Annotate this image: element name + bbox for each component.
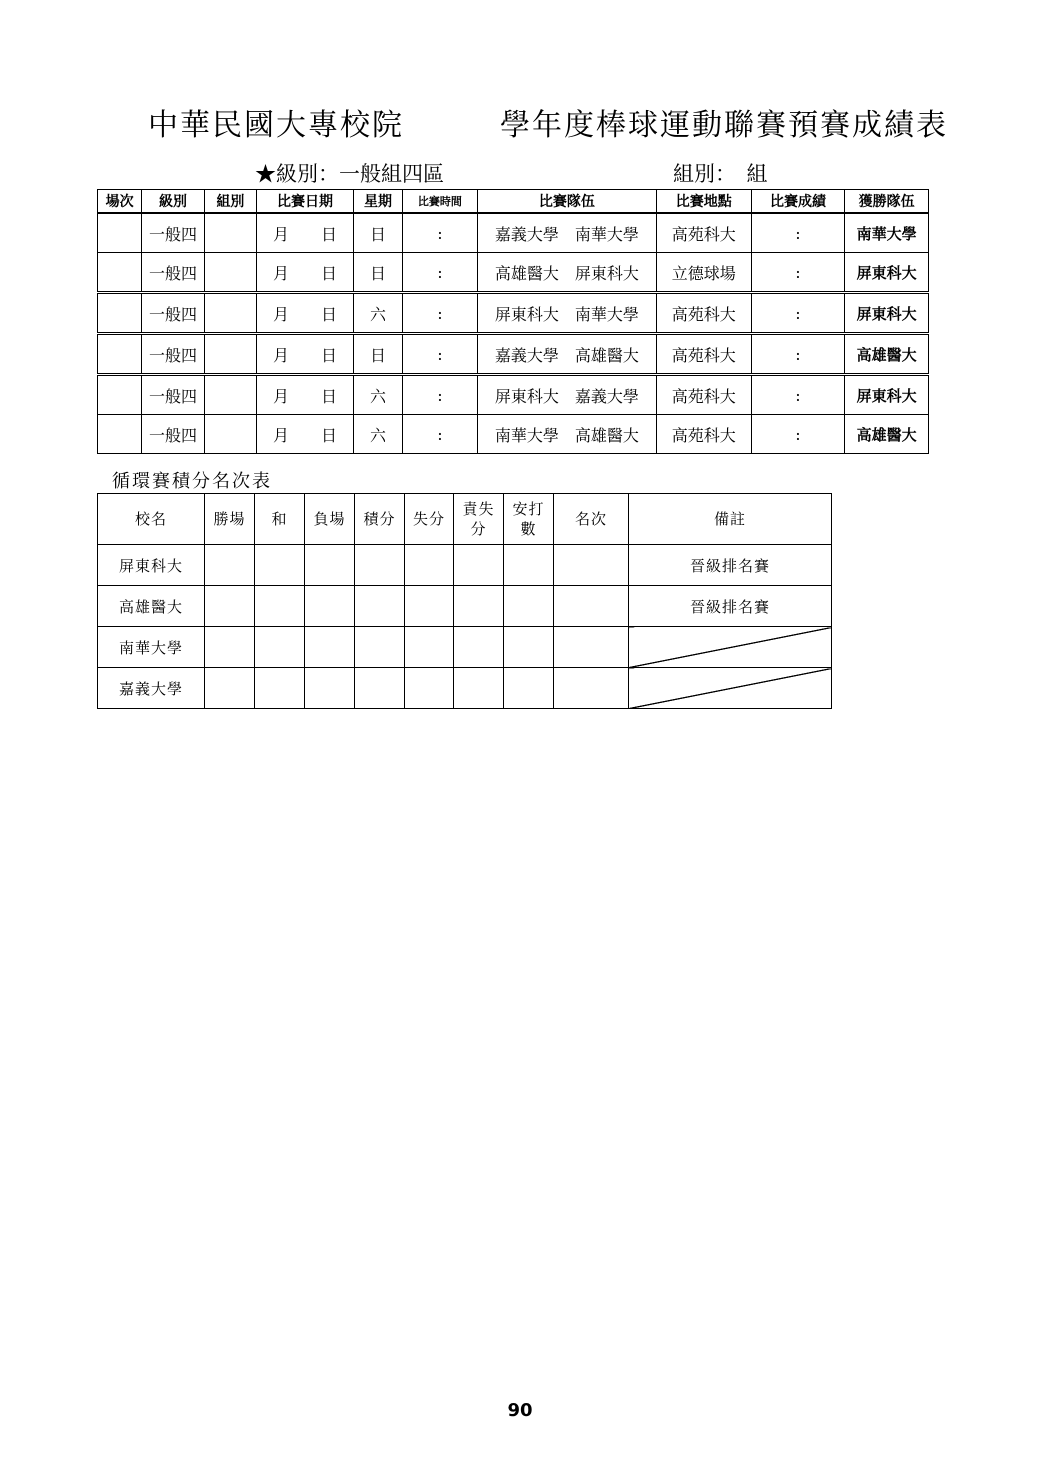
header-rank: 名次 [554, 494, 629, 545]
losses-cell [305, 627, 355, 668]
game-no [98, 213, 142, 253]
weekday: 日 [353, 213, 402, 253]
school-name: 南華大學 [98, 627, 205, 668]
score: : [751, 253, 845, 293]
school-name: 高雄醫大 [98, 586, 205, 627]
header-venue: 比賽地點 [656, 190, 751, 214]
header-wins: 勝場 [205, 494, 255, 545]
group [204, 213, 256, 253]
date: 月 日 [257, 415, 354, 454]
winner: 屏東科大 [845, 375, 929, 415]
game-no [98, 334, 142, 375]
date: 月 日 [257, 253, 354, 293]
schedule-header-row [98, 190, 929, 214]
header-runs-allowed: 失分 [405, 494, 454, 545]
rank-cell [554, 586, 629, 627]
schedule-table [97, 189, 929, 454]
time: : [403, 415, 478, 454]
time: : [403, 253, 478, 293]
header-group: 組別 [204, 190, 256, 214]
teams: 屏東科大 南華大學 [477, 293, 656, 334]
runs-allowed-cell [405, 586, 454, 627]
header-points: 積分 [355, 494, 405, 545]
round-robin-label: 循環賽積分名次表 [112, 471, 272, 492]
venue: 高苑科大 [656, 213, 751, 253]
earned-runs-cell [454, 668, 504, 709]
date: 月 日 [257, 213, 354, 253]
game-no [98, 415, 142, 454]
wins-cell [205, 668, 255, 709]
table-row [98, 668, 832, 709]
ranking-header-row [98, 494, 832, 545]
runs-allowed-cell [405, 627, 454, 668]
hits-cell [504, 545, 554, 586]
group-label: 組別： 組 [673, 162, 768, 186]
header-score: 比賽成績 [751, 190, 845, 214]
division-label: ★級別：一般組四區 [255, 162, 444, 186]
header-hits [504, 494, 554, 545]
table-row [98, 253, 929, 293]
weekday: 日 [353, 253, 402, 293]
time: : [403, 334, 478, 375]
rank-cell [554, 627, 629, 668]
teams: 嘉義大學 高雄醫大 [477, 334, 656, 375]
date: 月 日 [257, 293, 354, 334]
rank-cell [554, 668, 629, 709]
venue: 高苑科大 [656, 293, 751, 334]
table-row [98, 415, 929, 454]
table-row [98, 545, 832, 586]
losses-cell [305, 668, 355, 709]
losses-cell [305, 545, 355, 586]
teams: 屏東科大 嘉義大學 [477, 375, 656, 415]
header-remarks: 備註 [629, 494, 832, 545]
score: : [751, 415, 845, 454]
draws-cell [255, 668, 305, 709]
runs-allowed-cell [405, 668, 454, 709]
header-weekday: 星期 [353, 190, 402, 214]
score: : [751, 375, 845, 415]
page-title: 中華民國大專校院 學年度棒球運動聯賽預賽成績表 [148, 108, 948, 143]
level: 一般四 [142, 334, 204, 375]
hits-cell [504, 668, 554, 709]
venue: 立德球場 [656, 253, 751, 293]
header-school: 校名 [98, 494, 205, 545]
draws-cell [255, 586, 305, 627]
time: : [403, 293, 478, 334]
time: : [403, 213, 478, 253]
venue: 高苑科大 [656, 375, 751, 415]
points-cell [355, 586, 405, 627]
remarks-cell: 晉級排名賽 [629, 586, 832, 627]
date: 月 日 [257, 334, 354, 375]
ranking-table [97, 493, 832, 709]
score: : [751, 334, 845, 375]
group [204, 253, 256, 293]
score: : [751, 293, 845, 334]
header-hits-line1: 安打 [512, 500, 545, 518]
hits-cell [504, 627, 554, 668]
earned-runs-cell [454, 586, 504, 627]
runs-allowed-cell [405, 545, 454, 586]
wins-cell [205, 627, 255, 668]
weekday: 六 [353, 293, 402, 334]
header-game-no: 場次 [98, 190, 142, 214]
header-losses: 負場 [305, 494, 355, 545]
group [204, 293, 256, 334]
table-row [98, 375, 929, 415]
winner: 屏東科大 [845, 293, 929, 334]
table-row [98, 334, 929, 375]
header-earned-runs [454, 494, 504, 545]
points-cell [355, 545, 405, 586]
group [204, 334, 256, 375]
venue: 高苑科大 [656, 415, 751, 454]
losses-cell [305, 586, 355, 627]
earned-runs-cell [454, 627, 504, 668]
teams: 南華大學 高雄醫大 [477, 415, 656, 454]
venue: 高苑科大 [656, 334, 751, 375]
header-draws: 和 [255, 494, 305, 545]
school-name: 屏東科大 [98, 545, 205, 586]
header-hits-line2: 數 [520, 520, 537, 538]
time: : [403, 375, 478, 415]
table-row [98, 586, 832, 627]
header-earned-runs-line1: 責失 [462, 500, 495, 518]
draws-cell [255, 627, 305, 668]
teams: 嘉義大學 南華大學 [477, 213, 656, 253]
header-date: 比賽日期 [257, 190, 354, 214]
wins-cell [205, 545, 255, 586]
game-no [98, 293, 142, 334]
header-time: 比賽時間 [403, 190, 478, 214]
level: 一般四 [142, 375, 204, 415]
winner: 高雄醫大 [845, 415, 929, 454]
game-no [98, 375, 142, 415]
table-row [98, 627, 832, 668]
teams: 高雄醫大 屏東科大 [477, 253, 656, 293]
remarks-cell: 晉級排名賽 [629, 545, 832, 586]
group [204, 415, 256, 454]
wins-cell [205, 586, 255, 627]
table-row [98, 293, 929, 334]
rank-cell [554, 545, 629, 586]
winner: 南華大學 [845, 213, 929, 253]
points-cell [355, 627, 405, 668]
weekday: 六 [353, 375, 402, 415]
game-no [98, 253, 142, 293]
remarks-cell-slashed [629, 668, 832, 709]
page-number: 90 [507, 1400, 533, 1421]
level: 一般四 [142, 213, 204, 253]
winner: 屏東科大 [845, 253, 929, 293]
date: 月 日 [257, 375, 354, 415]
header-teams: 比賽隊伍 [477, 190, 656, 214]
score: : [751, 213, 845, 253]
group [204, 375, 256, 415]
remarks-cell-slashed [629, 627, 832, 668]
header-level: 級別 [142, 190, 204, 214]
points-cell [355, 668, 405, 709]
weekday: 日 [353, 334, 402, 375]
weekday: 六 [353, 415, 402, 454]
school-name: 嘉義大學 [98, 668, 205, 709]
header-winner: 獲勝隊伍 [845, 190, 929, 214]
level: 一般四 [142, 415, 204, 454]
winner: 高雄醫大 [845, 334, 929, 375]
draws-cell [255, 545, 305, 586]
header-earned-runs-line2: 分 [470, 520, 487, 538]
table-row [98, 213, 929, 253]
level: 一般四 [142, 253, 204, 293]
level: 一般四 [142, 293, 204, 334]
hits-cell [504, 586, 554, 627]
earned-runs-cell [454, 545, 504, 586]
